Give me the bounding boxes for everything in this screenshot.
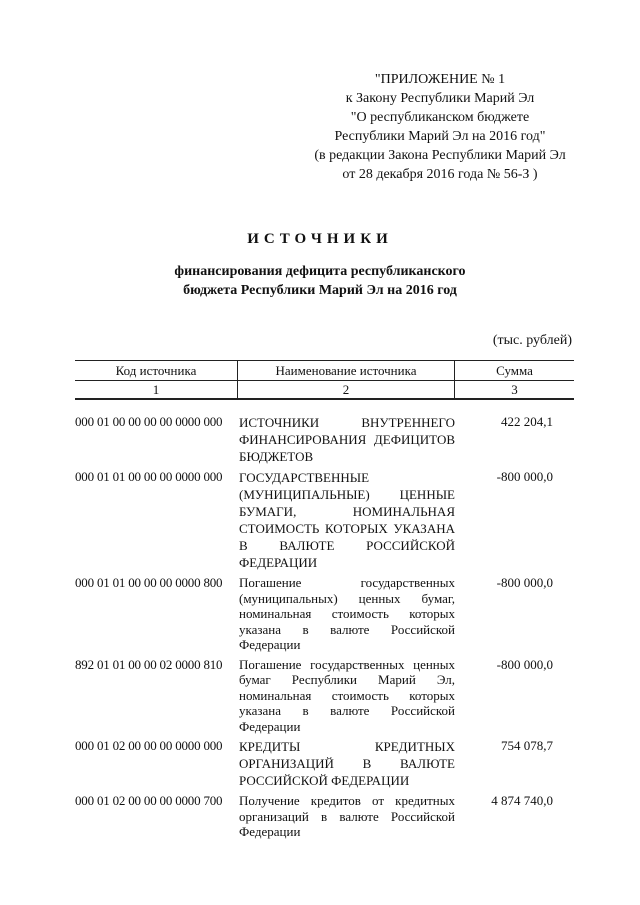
column-header-sum: Сумма (455, 361, 575, 381)
table-row (75, 469, 575, 571)
table-header (75, 360, 574, 400)
unit-label: (тыс. рублей) (492, 333, 572, 348)
source-code: 892 01 01 00 00 02 0000 810 (75, 656, 223, 672)
source-name: ИСТОЧНИКИ ВНУТРЕННЕГО ФИНАНСИРОВАНИЯ ДЕФИЦИТОВ БЮДЖЕТОВ (239, 415, 455, 464)
column-number-2: 2 (238, 381, 455, 400)
appendix-header (290, 70, 590, 184)
subtitle-line-2: бюджета Республики Марий Эл на 2016 год (183, 283, 457, 298)
source-sum: 754 078,7 (501, 738, 553, 753)
source-code: 000 01 02 00 00 00 0000 000 (75, 738, 223, 753)
table-row (75, 575, 575, 653)
appendix-number: "ПРИЛОЖЕНИЕ № 1 (374, 72, 506, 87)
source-sum: -800 000,0 (496, 575, 553, 590)
column-number-3: 3 (455, 381, 575, 400)
page-title: ИСТОЧНИКИ (247, 231, 393, 247)
law-reference: к Закону Республики Марий Эл (345, 91, 535, 106)
table-row (75, 414, 575, 465)
law-title-1: "О республиканском бюджете (350, 110, 530, 125)
page-subtitle (0, 262, 640, 300)
law-title-2: Республики Марий Эл на 2016 год" (334, 129, 546, 144)
column-number-1: 1 (75, 381, 238, 400)
source-name: КРЕДИТЫ КРЕДИТНЫХ ОРГАНИЗАЦИЙ В ВАЛЮТЕ РОССИЙСКОЙ ФЕДЕРАЦИИ (239, 739, 455, 788)
source-code: 000 01 02 00 00 00 0000 700 (75, 793, 223, 808)
source-name: Погашение государственных (муниципальных) ценных бумаг, номинальная стоимость которых указана в валюте Российской Федерации (239, 575, 455, 652)
source-sum: -800 000,0 (496, 656, 553, 672)
subtitle-line-1: финансирования дефицита республиканского (174, 264, 466, 279)
source-code: 000 01 00 00 00 00 0000 000 (75, 414, 223, 429)
table-body (75, 414, 575, 844)
column-header-name: Наименование источника (238, 361, 455, 381)
source-sum: 4 874 740,0 (491, 793, 553, 808)
source-code: 000 01 01 00 00 00 0000 000 (75, 469, 223, 484)
column-header-code: Код источника (75, 361, 238, 381)
source-sum: -800 000,0 (496, 469, 553, 484)
table-row (75, 657, 575, 735)
source-name: Погашение государственных ценных бумаг Республики Марий Эл, номинальная стоимость которых указана в валюте Российской Федерации (239, 656, 455, 734)
edition-note: (в редакции Закона Республики Марий Эл (314, 148, 566, 163)
source-sum: 422 204,1 (501, 414, 553, 429)
source-name: Получение кредитов от кредитных организаций в валюте Российской Федерации (239, 793, 455, 839)
table-row (75, 793, 575, 840)
source-code: 000 01 01 00 00 00 0000 800 (75, 575, 223, 590)
table-row (75, 738, 575, 789)
edition-date: от 28 декабря 2016 года № 56-З ) (342, 167, 538, 182)
source-name: ГОСУДАРСТВЕННЫЕ (МУНИЦИПАЛЬНЫЕ) ЦЕННЫЕ БУМАГИ, НОМИНАЛЬНАЯ СТОИМОСТЬ КОТОРЫХ УКАЗАНА В ВАЛЮТЕ РОССИЙСКОЙ ФЕДЕРАЦИИ (239, 470, 455, 570)
